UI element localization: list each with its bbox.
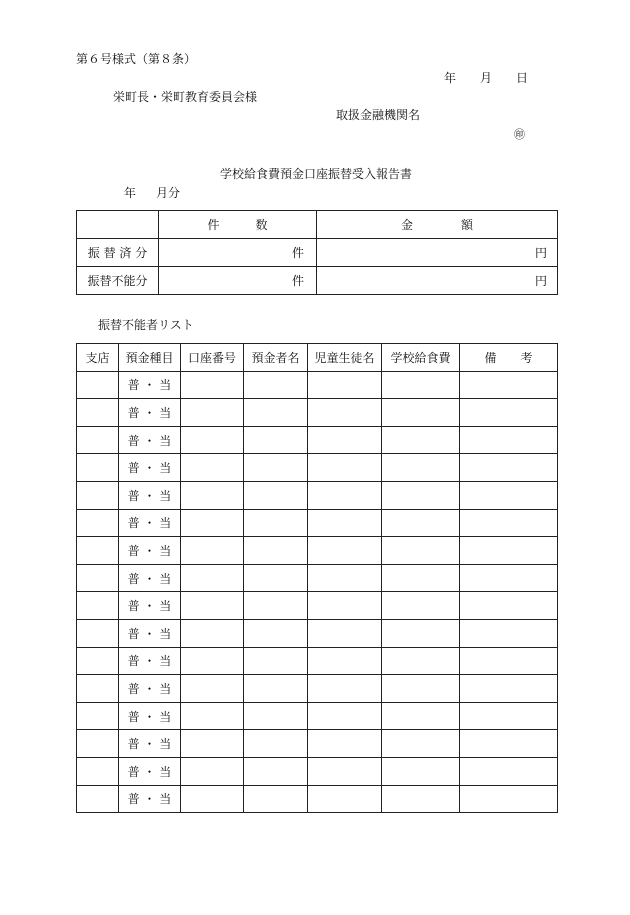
summary-row-transferred <box>77 239 558 267</box>
lunch-fee-cell[interactable] <box>382 647 460 675</box>
account-type-cell: 普 ・ 当 <box>119 454 181 482</box>
branch-cell[interactable] <box>77 371 119 399</box>
depositor-name-cell[interactable] <box>244 426 308 454</box>
lunch-fee-cell[interactable] <box>382 454 460 482</box>
account-number-cell[interactable] <box>181 371 244 399</box>
summary-header-row <box>77 211 558 239</box>
document-title: 学校給食費預金口座振替受入報告書 <box>220 167 413 181</box>
lunch-fee-cell[interactable] <box>382 399 460 427</box>
account-number-cell[interactable] <box>181 619 244 647</box>
table-row <box>77 757 558 785</box>
student-name-cell[interactable] <box>308 399 382 427</box>
table-row <box>77 647 558 675</box>
table-row <box>77 481 558 509</box>
student-name-cell[interactable] <box>308 592 382 620</box>
table-row <box>77 399 558 427</box>
account-number-cell[interactable] <box>181 481 244 509</box>
remarks-cell[interactable] <box>460 675 558 703</box>
depositor-name-cell[interactable] <box>244 509 308 537</box>
account-type-cell: 普 ・ 当 <box>119 619 181 647</box>
addressee: 栄町長・栄町教育委員会様 <box>113 90 258 104</box>
account-number-cell[interactable] <box>181 730 244 758</box>
summary-corner-cell <box>77 211 159 239</box>
period-year: 年 <box>124 186 137 200</box>
account-number-cell[interactable] <box>181 592 244 620</box>
student-name-cell[interactable] <box>308 702 382 730</box>
list-header-row <box>77 344 558 372</box>
account-number-cell[interactable] <box>181 426 244 454</box>
student-name-cell[interactable] <box>308 647 382 675</box>
form-number: 第６号様式（第８条） <box>76 52 197 66</box>
depositor-name-cell[interactable] <box>244 592 308 620</box>
remarks-cell[interactable] <box>460 592 558 620</box>
remarks-cell[interactable] <box>460 647 558 675</box>
account-number-cell[interactable] <box>181 702 244 730</box>
student-name-cell[interactable] <box>308 537 382 565</box>
account-type-cell: 普 ・ 当 <box>119 481 181 509</box>
remarks-cell[interactable] <box>460 399 558 427</box>
failure-list-title: 振替不能者リスト <box>98 318 194 332</box>
list-body <box>77 371 558 813</box>
header-account-number: 口座番号 <box>181 344 244 372</box>
depositor-name-cell[interactable] <box>244 454 308 482</box>
student-name-cell[interactable] <box>308 454 382 482</box>
amount-cell: 円 <box>317 239 558 267</box>
table-row <box>77 730 558 758</box>
lunch-fee-cell[interactable] <box>382 757 460 785</box>
account-number-cell[interactable] <box>181 399 244 427</box>
lunch-fee-cell[interactable] <box>382 675 460 703</box>
row-label: 振替不能分 <box>77 267 159 295</box>
remarks-cell[interactable] <box>460 371 558 399</box>
account-type-cell: 普 ・ 当 <box>119 426 181 454</box>
account-type-cell: 普 ・ 当 <box>119 757 181 785</box>
branch-cell[interactable] <box>77 564 119 592</box>
depositor-name-cell[interactable] <box>244 564 308 592</box>
student-name-cell[interactable] <box>308 730 382 758</box>
branch-cell[interactable] <box>77 730 119 758</box>
branch-cell[interactable] <box>77 454 119 482</box>
remarks-cell[interactable] <box>460 454 558 482</box>
amount-header: 金 額 <box>317 211 558 239</box>
student-name-cell[interactable] <box>308 757 382 785</box>
account-type-cell: 普 ・ 当 <box>119 371 181 399</box>
date-year: 年 <box>444 71 457 85</box>
branch-cell[interactable] <box>77 757 119 785</box>
branch-cell[interactable] <box>77 702 119 730</box>
date-day: 日 <box>516 71 529 85</box>
header-student-name: 児童生徒名 <box>308 344 382 372</box>
depositor-name-cell[interactable] <box>244 785 308 813</box>
account-number-cell[interactable] <box>181 647 244 675</box>
lunch-fee-cell[interactable] <box>382 537 460 565</box>
branch-cell[interactable] <box>77 426 119 454</box>
depositor-name-cell[interactable] <box>244 730 308 758</box>
account-type-cell: 普 ・ 当 <box>119 564 181 592</box>
branch-cell[interactable] <box>77 675 119 703</box>
header-lunch-fee: 学校給食費 <box>382 344 460 372</box>
table-row <box>77 509 558 537</box>
account-type-cell: 普 ・ 当 <box>119 509 181 537</box>
account-type-cell: 普 ・ 当 <box>119 592 181 620</box>
table-row <box>77 371 558 399</box>
remarks-cell[interactable] <box>460 481 558 509</box>
table-row <box>77 454 558 482</box>
account-number-cell[interactable] <box>181 454 244 482</box>
table-row <box>77 426 558 454</box>
remarks-cell[interactable] <box>460 426 558 454</box>
lunch-fee-cell[interactable] <box>382 592 460 620</box>
depositor-name-cell[interactable] <box>244 371 308 399</box>
remarks-cell[interactable] <box>460 702 558 730</box>
header-depositor-name: 預金者名 <box>244 344 308 372</box>
lunch-fee-cell[interactable] <box>382 619 460 647</box>
table-row <box>77 785 558 813</box>
remarks-cell[interactable] <box>460 730 558 758</box>
remarks-cell[interactable] <box>460 785 558 813</box>
account-number-cell[interactable] <box>181 509 244 537</box>
branch-cell[interactable] <box>77 647 119 675</box>
count-cell: 件 <box>159 239 317 267</box>
failure-list-table <box>76 343 558 813</box>
depositor-name-cell[interactable] <box>244 481 308 509</box>
account-type-cell: 普 ・ 当 <box>119 647 181 675</box>
remarks-cell[interactable] <box>460 757 558 785</box>
student-name-cell[interactable] <box>308 564 382 592</box>
lunch-fee-cell[interactable] <box>382 371 460 399</box>
summary-row-failed <box>77 267 558 295</box>
period-line <box>124 186 180 200</box>
lunch-fee-cell[interactable] <box>382 564 460 592</box>
student-name-cell[interactable] <box>308 619 382 647</box>
account-number-cell[interactable] <box>181 564 244 592</box>
table-row <box>77 564 558 592</box>
table-row <box>77 537 558 565</box>
header-account-type: 預金種目 <box>119 344 181 372</box>
branch-cell[interactable] <box>77 399 119 427</box>
amount-cell: 円 <box>317 267 558 295</box>
account-number-cell[interactable] <box>181 757 244 785</box>
account-type-cell: 普 ・ 当 <box>119 702 181 730</box>
table-row <box>77 592 558 620</box>
account-type-cell: 普 ・ 当 <box>119 675 181 703</box>
depositor-name-cell[interactable] <box>244 757 308 785</box>
student-name-cell[interactable] <box>308 675 382 703</box>
branch-cell[interactable] <box>77 509 119 537</box>
account-number-cell[interactable] <box>181 785 244 813</box>
account-type-cell: 普 ・ 当 <box>119 785 181 813</box>
table-row <box>77 702 558 730</box>
student-name-cell[interactable] <box>308 481 382 509</box>
branch-cell[interactable] <box>77 619 119 647</box>
lunch-fee-cell[interactable] <box>382 785 460 813</box>
depositor-name-cell[interactable] <box>244 647 308 675</box>
branch-cell[interactable] <box>77 481 119 509</box>
depositor-name-cell[interactable] <box>244 399 308 427</box>
summary-table <box>76 210 558 295</box>
account-number-cell[interactable] <box>181 675 244 703</box>
header-branch: 支店 <box>77 344 119 372</box>
remarks-cell[interactable] <box>460 509 558 537</box>
bank-name-label: 取扱金融機関名 <box>336 108 421 122</box>
branch-cell[interactable] <box>77 785 119 813</box>
header-remarks: 備 考 <box>460 344 558 372</box>
lunch-fee-cell[interactable] <box>382 426 460 454</box>
account-type-cell: 普 ・ 当 <box>119 730 181 758</box>
remarks-cell[interactable] <box>460 564 558 592</box>
remarks-cell[interactable] <box>460 619 558 647</box>
date-month: 月 <box>480 71 493 85</box>
count-cell: 件 <box>159 267 317 295</box>
lunch-fee-cell[interactable] <box>382 481 460 509</box>
table-row <box>77 675 558 703</box>
student-name-cell[interactable] <box>308 785 382 813</box>
row-label: 振 替 済 分 <box>77 239 159 267</box>
depositor-name-cell[interactable] <box>244 702 308 730</box>
count-header: 件 数 <box>159 211 317 239</box>
student-name-cell[interactable] <box>308 371 382 399</box>
depositor-name-cell[interactable] <box>244 619 308 647</box>
remarks-cell[interactable] <box>460 537 558 565</box>
account-type-cell: 普 ・ 当 <box>119 537 181 565</box>
lunch-fee-cell[interactable] <box>382 730 460 758</box>
student-name-cell[interactable] <box>308 509 382 537</box>
seal-mark: ㊞ <box>514 128 525 141</box>
lunch-fee-cell[interactable] <box>382 702 460 730</box>
lunch-fee-cell[interactable] <box>382 509 460 537</box>
account-type-cell: 普 ・ 当 <box>119 399 181 427</box>
branch-cell[interactable] <box>77 537 119 565</box>
student-name-cell[interactable] <box>308 426 382 454</box>
period-month: 月分 <box>156 186 181 200</box>
depositor-name-cell[interactable] <box>244 537 308 565</box>
table-row <box>77 619 558 647</box>
branch-cell[interactable] <box>77 592 119 620</box>
depositor-name-cell[interactable] <box>244 675 308 703</box>
account-number-cell[interactable] <box>181 537 244 565</box>
date-line <box>444 71 528 85</box>
